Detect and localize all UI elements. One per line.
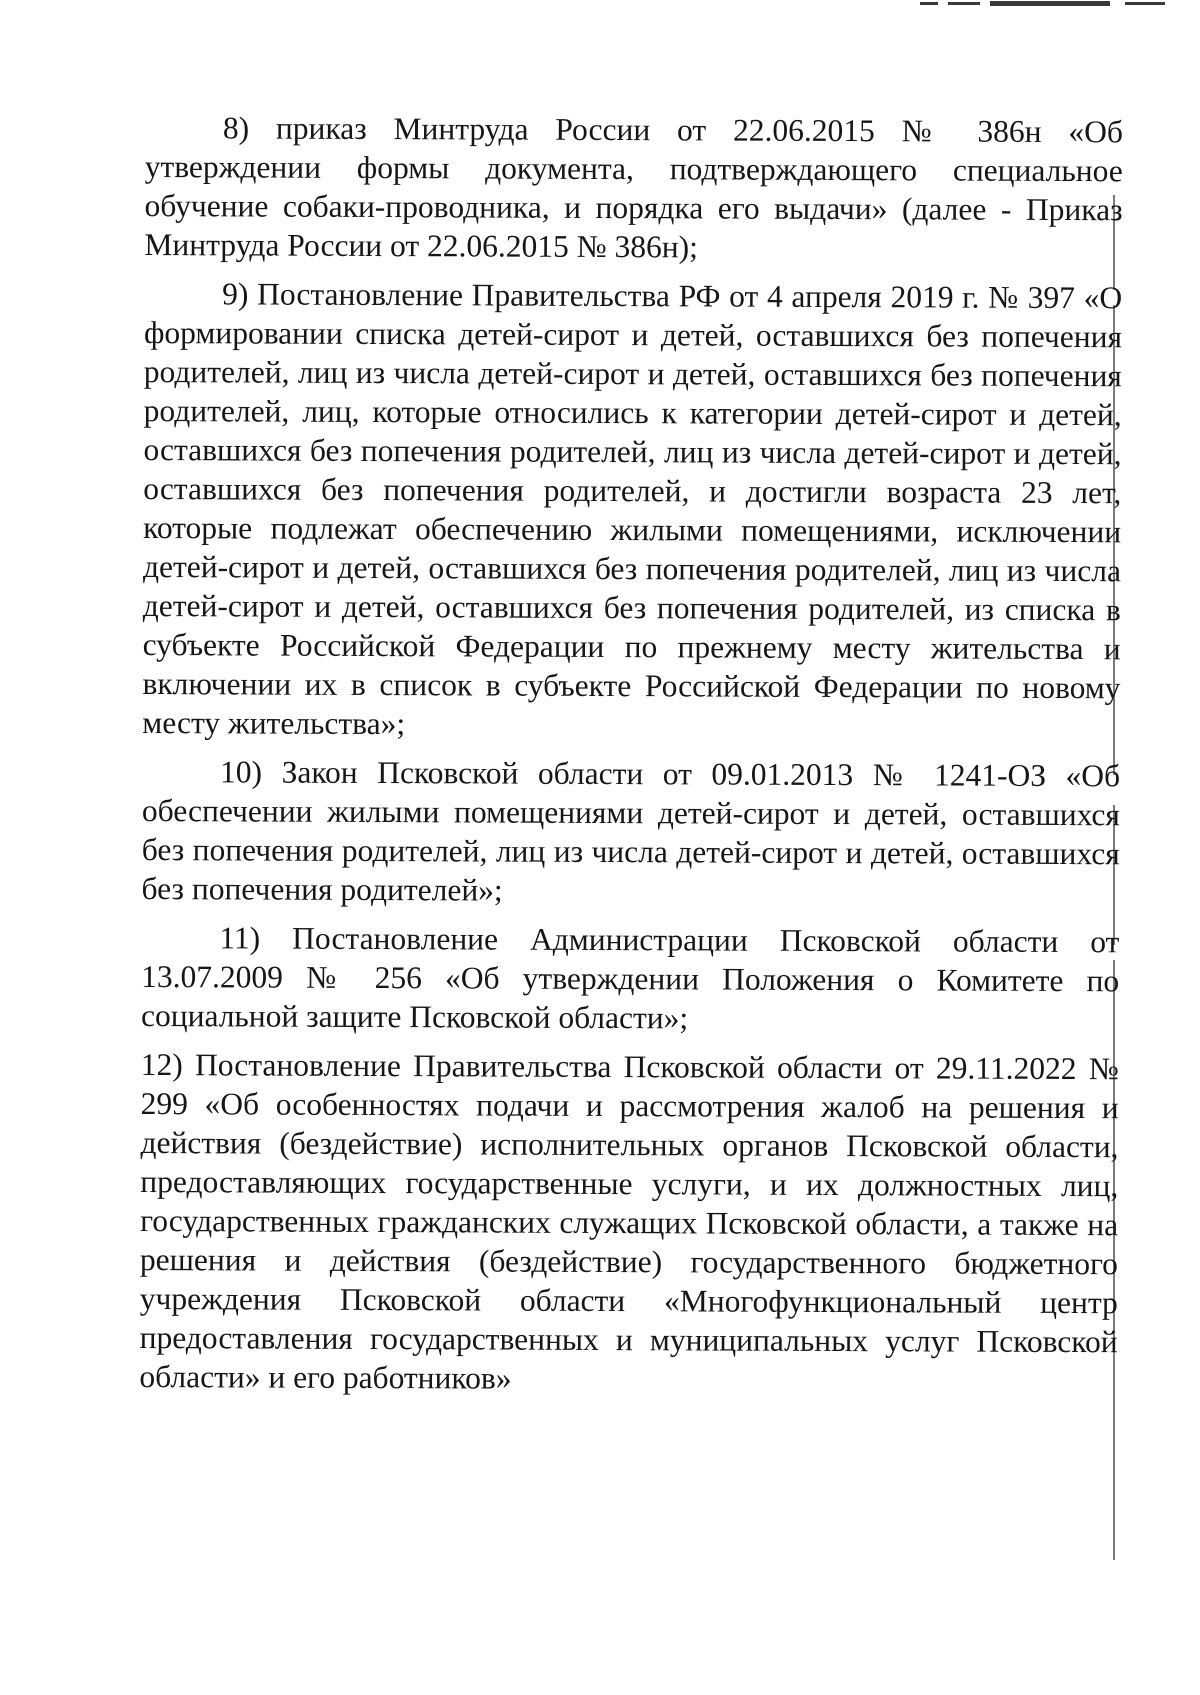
document-body (139, 108, 1123, 1410)
paragraph-11: 11) Постановление Администрации Псковской области от 13.07.2009 № 256 «Об утверждении Положения о Комитете по социальной защите Псковской области»; (140, 920, 1120, 1036)
paragraph-9: 9) Постановление Правительства РФ от 4 апреля 2019 г. № 397 «О формировании списка детей-сирот и детей, оставшихся без попечения родителей, лиц из числа детей-сирот и детей, оставшихся без попечения родителей, лиц, которые относились к категории детей-сирот и детей, оставшихся без попечения родителей, лиц из числа детей-сирот и детей, оставшихся без попечения родителей, и достигли возраста 23 лет, которые подлежат обеспечению жилыми помещениями, исключении детей-сирот и детей, оставшихся без попечения родителей, лиц из числа детей-сирот и детей, оставшихся без попечения родителей, из списка в субъекте Российской Федерации по прежнему месту жительства и включении их в список в субъекте Российской Федерации по новому месту жительства»; (142, 276, 1123, 742)
paragraph-12: 12) Постановление Правительства Псковской области от 29.11.2022 № 299 «Об особенностях подачи и рассмотрения жалоб на решения и действия (бездействие) исполнительных органов Псковской области, предоставляющих государственные услуги, и их должностных лиц, государственных гражданских служащих Псковской области, а также на решения и действия (бездействие) государственного бюджетного учреждения Псковской области «Многофункциональный центр предоставления государственных и муниципальных услуг Псковской области» и его работников» (139, 1046, 1119, 1396)
paragraph-8: 8) приказ Минтруда России от 22.06.2015 № 386н «Об утверждении формы документа, подтверждающего специальное обучение собаки-проводника, и порядка его выдачи» (далее - Приказ Минтруда России от 22.06.2015 № 386н); (144, 110, 1123, 265)
paragraph-10: 10) Закон Псковской области от 09.01.2013 № 1241-ОЗ «Об обеспечении жилыми помещениями детей-сирот и детей, оставшихся без попечения родителей, лиц из числа детей-сирот и детей, оставшихся без попечения родителей»; (141, 754, 1121, 908)
scan-artifact-top (920, 0, 1170, 10)
